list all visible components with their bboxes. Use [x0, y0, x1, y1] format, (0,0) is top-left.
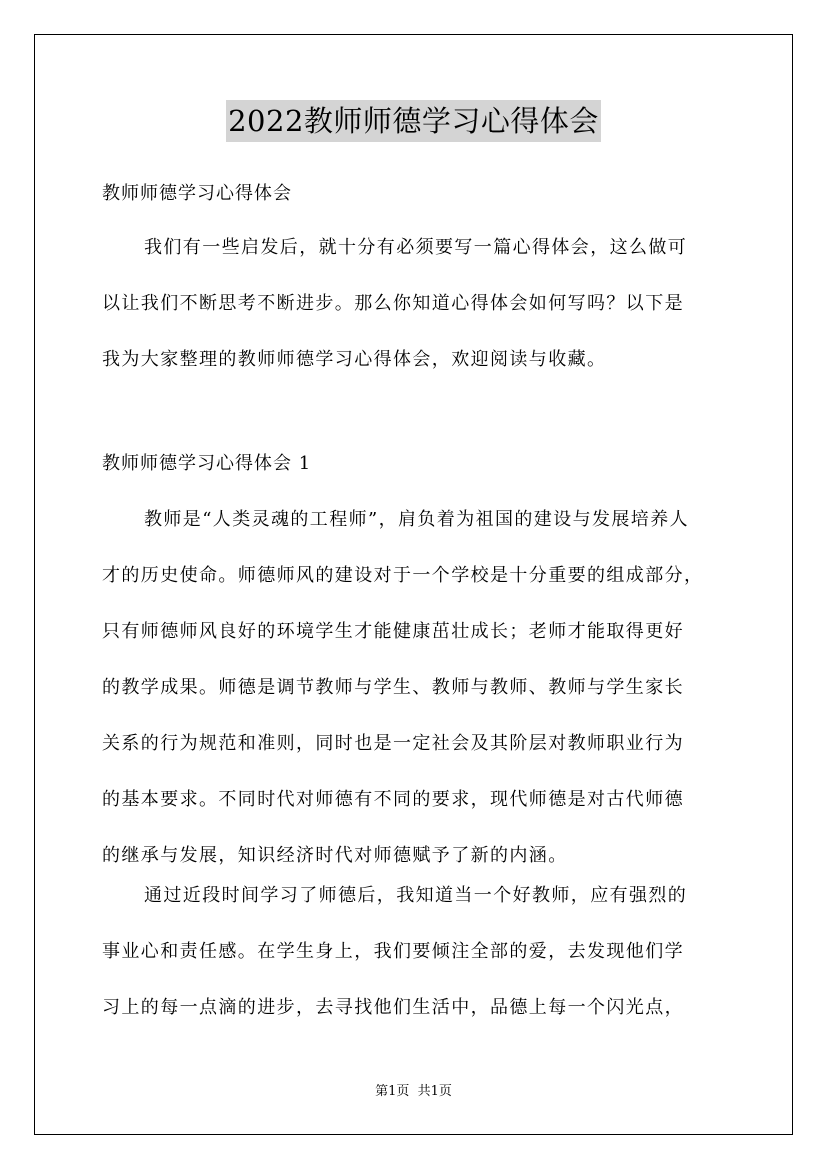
paragraph-line: 才的历史使命。师德师风的建设对于一个学校是十分重要的组成部分，	[102, 565, 704, 586]
document-title	[0, 100, 827, 142]
title-text: 2022教师师德学习心得体会	[226, 100, 601, 142]
page-number: 第1页 共1页	[375, 1084, 452, 1099]
section-heading-1: 教师师德学习心得体会	[102, 183, 292, 204]
intro-line: 以让我们不断思考不断进步。那么你知道心得体会如何写吗？以下是	[102, 293, 684, 314]
intro-line: 我们有一些启发后，就十分有必须要写一篇心得体会，这么做可	[144, 237, 688, 258]
page-footer	[0, 1082, 827, 1102]
paragraph-line: 的继承与发展，知识经济时代对师德赋予了新的内涵。	[102, 845, 568, 866]
paragraph-line: 习上的每一点滴的进步，去寻找他们生活中，品德上每一个闪光点，	[102, 997, 684, 1018]
paragraph-line: 的教学成果。师德是调节教师与学生、教师与教师、教师与学生家长	[102, 677, 684, 698]
paragraph-line: 的基本要求。不同时代对师德有不同的要求，现代师德是对古代师德	[102, 789, 684, 810]
paragraph-line: 关系的行为规范和准则，同时也是一定社会及其阶层对教师职业行为	[102, 733, 684, 754]
paragraph-line: 教师是“人类灵魂的工程师”，肩负着为祖国的建设与发展培养人	[144, 509, 690, 530]
paragraph-line: 只有师德师风良好的环境学生才能健康茁壮成长；老师才能取得更好	[102, 621, 684, 642]
paragraph-line: 事业心和责任感。在学生身上，我们要倾注全部的爱，去发现他们学	[102, 941, 684, 962]
intro-line: 我为大家整理的教师师德学习心得体会，欢迎阅读与收藏。	[102, 349, 607, 370]
paragraph-line: 通过近段时间学习了师德后，我知道当一个好教师，应有强烈的	[144, 885, 688, 906]
section-heading-2: 教师师德学习心得体会 1	[102, 453, 312, 474]
